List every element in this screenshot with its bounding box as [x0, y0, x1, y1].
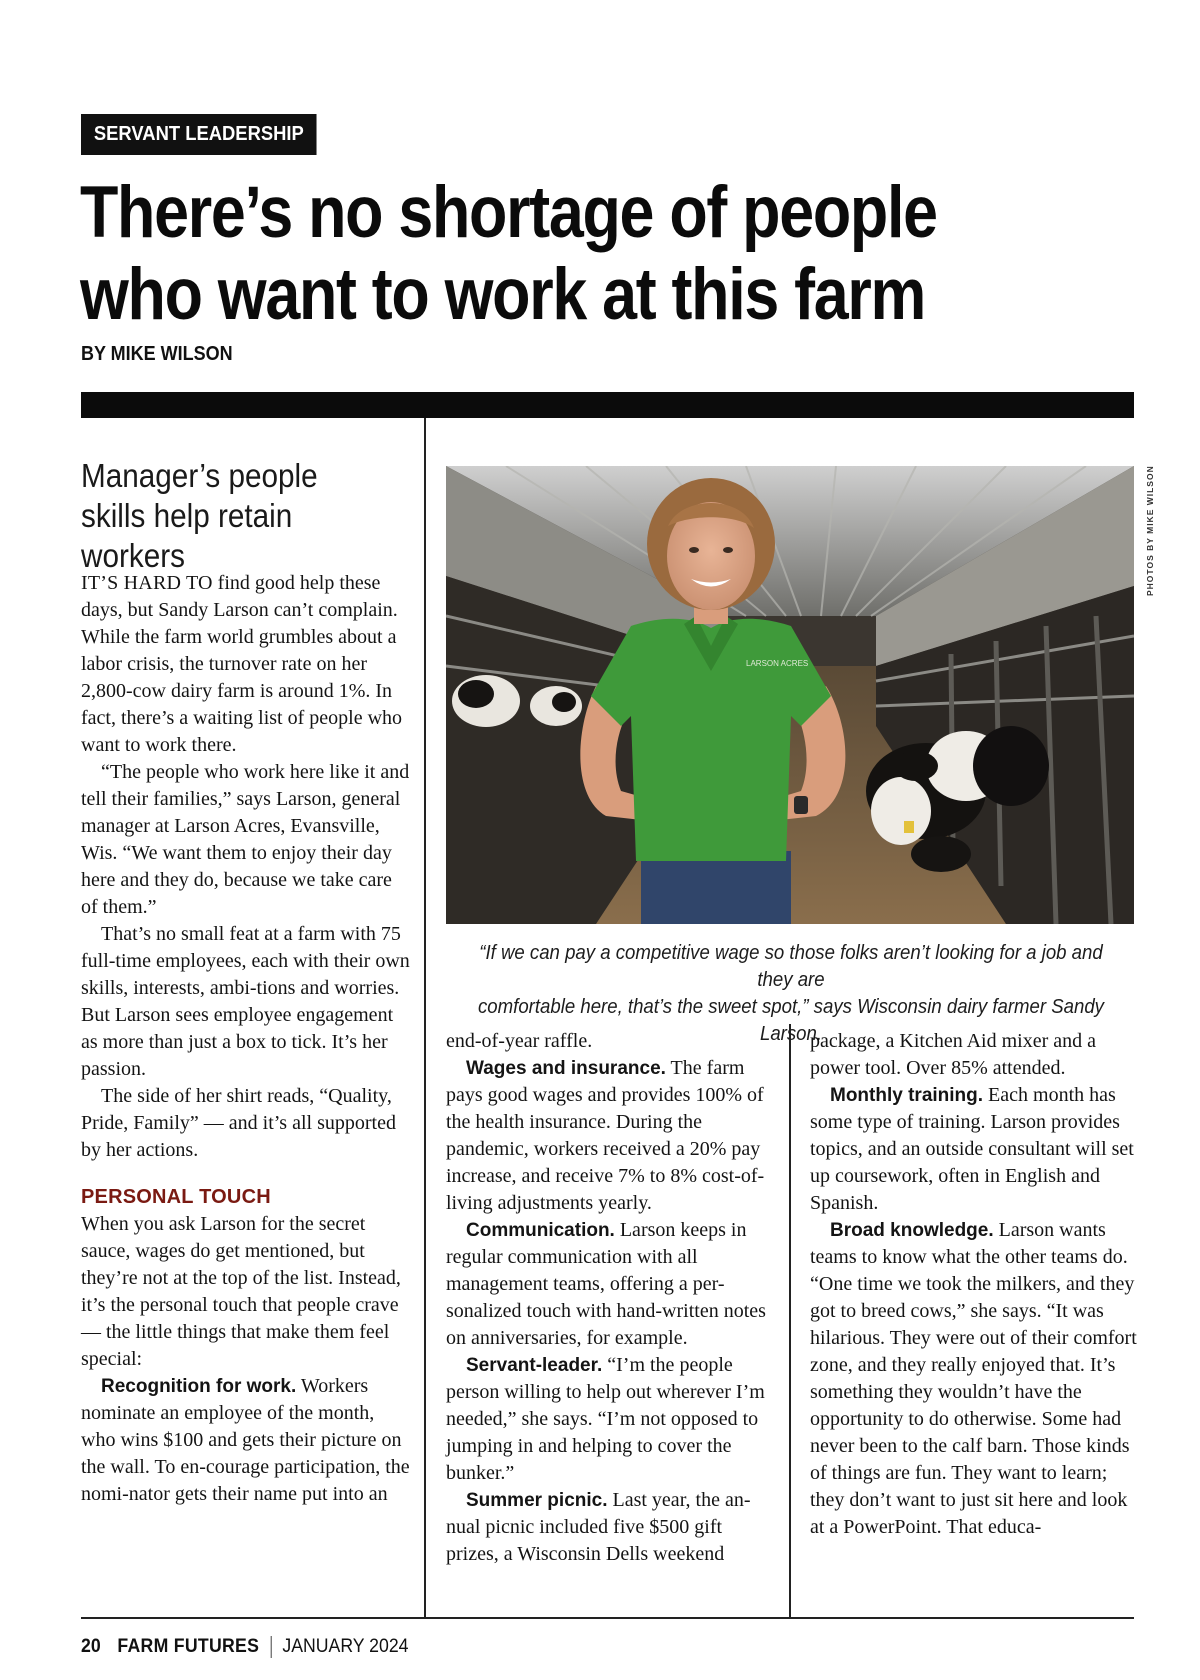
paragraph-text: find good help these days, but Sandy Larson can’t complain. While the farm world grumbles about a labor crisis, the turnover rate on her 2,800-cow dairy farm is around 1%. In fact, there’s a waiting list of people who want to work there. — [81, 572, 403, 756]
headline-line-1: There’s no shortage of people — [80, 172, 937, 253]
paragraph — [446, 1487, 768, 1568]
run-in-head: Recognition for work. — [101, 1376, 297, 1397]
footer-divider — [270, 1636, 271, 1658]
paragraph-text: Larson keeps in regular communication with all management teams, offering a per-sonalized touch with hand-written notes on anniversaries, for example. — [446, 1219, 766, 1349]
shirt-logo: LARSON ACRES — [746, 659, 809, 668]
run-in-head: Wages and insurance. — [466, 1058, 666, 1079]
paragraph-text: Last year, the an-nual picnic included five $500 gift prizes, a Wisconsin Dells weekend — [446, 1489, 751, 1565]
paragraph: The side of her shirt reads, “Quality, Pride, Family” — and it’s all supported by her actions. — [81, 1085, 396, 1161]
paragraph — [81, 1373, 411, 1508]
lead-in: IT’S HARD TO — [81, 572, 213, 594]
column-divider-right — [789, 1024, 791, 1617]
paragraph-text: “I’m the people person willing to help out wherever I’m needed,” she says. “I’m not opposed to jumping in and helping to cover the bunker.” — [446, 1354, 765, 1484]
farmer-barn-photo — [446, 466, 1134, 924]
paragraph — [446, 1217, 768, 1352]
paragraph — [81, 570, 411, 759]
issue-date: JANUARY 2024 — [282, 1636, 409, 1657]
section-heading: PERSONAL TOUCH — [81, 1186, 271, 1208]
paragraph: That’s no small feat at a farm with 75 full-time employees, each with their own skills, interests, ambi-tions and worries. But Larson sees employee engagement as more than just a box to tick. It’s her passion. — [81, 923, 410, 1080]
paragraph-text: The farm pays good wages and provides 100% of the health insurance. During the pandemic, workers received a 20% pay increase, and receive 7% to 8% cost-of-living adjustments yearly. — [446, 1057, 765, 1214]
article-headline — [80, 172, 1009, 336]
paragraph — [810, 1217, 1137, 1541]
photo-credit: PHOTOS BY MIKE WILSON — [1145, 465, 1155, 596]
subhead: Manager’s people skills help retain workers — [81, 457, 318, 574]
headline-line-2: who want to work at this farm — [80, 254, 926, 335]
column-divider-left — [424, 418, 426, 1617]
run-in-head: Servant-leader. — [466, 1355, 603, 1376]
byline: BY MIKE WILSON — [81, 343, 233, 365]
article-column-3 — [810, 1028, 1137, 1541]
paragraph — [446, 1055, 768, 1217]
run-in-head: Broad knowledge. — [830, 1220, 994, 1241]
page-number: 20 — [81, 1636, 101, 1657]
article-photo — [446, 466, 1134, 924]
run-in-head: Monthly training. — [830, 1085, 984, 1106]
paragraph-text: Each month has some type of training. Larson provides topics, and an outside consultant will set up coursework, often in English and Spanish. — [810, 1084, 1134, 1214]
article-column-1 — [81, 570, 411, 1508]
paragraph — [446, 1352, 768, 1487]
page-footer — [81, 1636, 408, 1658]
paragraph: package, a Kitchen Aid mixer and a power tool. Over 85% attended. — [810, 1030, 1096, 1079]
paragraph: When you ask Larson for the secret sauce, wages do get mentioned, but they’re not at the top of the list. Instead, it’s the personal touch that people crave — the little things that make them feel special: — [81, 1213, 401, 1370]
caption-line-2: comfortable here, that’s the sweet spot,” says Wisconsin dairy farmer Sandy Larson. — [478, 996, 1104, 1045]
paragraph-text: Larson wants teams to know what the other teams do. “One time we took the milkers, and they got to breed cows,” she says. “It was hilarious. They were out of their comfort zone, and they really enjoyed that. It’s something they wouldn’t have the opportunity to do otherwise. Some had never been to the calf barn. Those kinds of things are fun. They want to learn; they don’t want to just sit here and look at a PowerPoint. That educa- — [810, 1219, 1137, 1538]
paragraph: end-of-year raffle. — [446, 1030, 593, 1052]
paragraph: “The people who work here like it and tell their families,” says Larson, general manager at Larson Acres, Evansville, Wis. “We want them to enjoy their day here and they do, because we take care of them.” — [81, 761, 410, 918]
caption-line-1: “If we can pay a competitive wage so those folks aren’t looking for a job and they are — [479, 942, 1103, 991]
header-rule — [81, 392, 1134, 418]
article-column-2 — [446, 1028, 768, 1568]
paragraph-text: Workers nominate an employee of the month, who wins $100 and gets their picture on the wall. To en-courage participation, the nomi-nator gets their name put into an — [81, 1375, 410, 1505]
run-in-head: Communication. — [466, 1220, 615, 1241]
paragraph — [810, 1082, 1137, 1217]
run-in-head: Summer picnic. — [466, 1490, 608, 1511]
publication-name: FARM FUTURES — [117, 1636, 260, 1657]
footer-rule — [81, 1617, 1134, 1619]
section-kicker: SERVANT LEADERSHIP — [81, 114, 317, 155]
